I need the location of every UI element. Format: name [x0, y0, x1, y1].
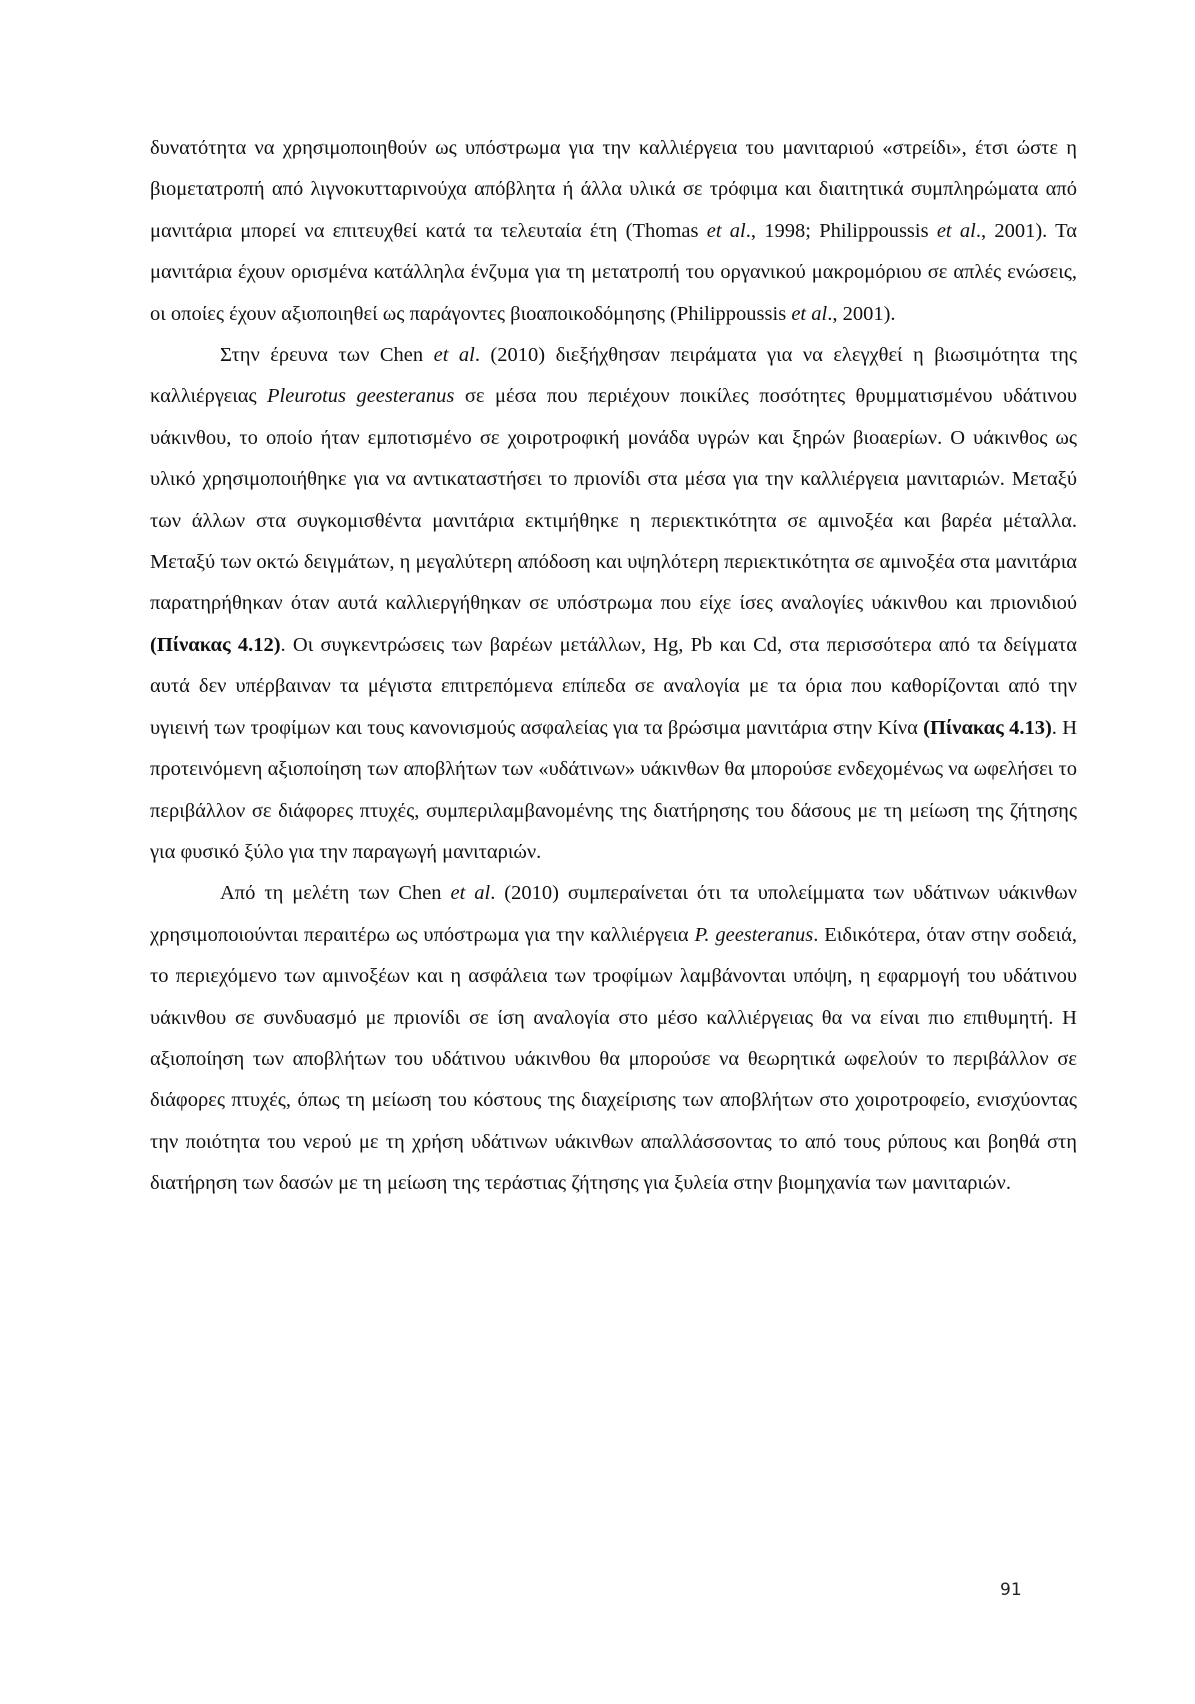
paragraph-1 [150, 128, 1077, 335]
text-run: ., 2001). Τα μανιτάρια έχουν ορισμένα κατάλληλα ένζυμα για τη μετατροπή του οργανικού μακρομόριου σε απλές ενώσεις, οι οποίες έχουν αξιοποιηθεί ως παράγοντες βιοαποικοδόμησης (Philippoussis [150, 219, 1078, 325]
text-run: . Ειδικότερα, όταν στην σοδειά, το περιεχόμενο των αμινοξέων και η ασφάλεια των τροφίμων λαμβάνονται υπόψη, η εφαρμογή του υδάτινου υάκινθου σε συνδυασμό με πριονίδι σε ίση αναλογία στο μέσο καλλιέργειας θα να είναι πιο επιθυμητή. Η αξιοποίηση των αποβλήτων του υδάτινου υάκινθου θα μπορούσε να θεωρητικά ωφελούν το περιβάλλον σε διάφορες πτυχές, όπως τη μείωση του κόστους της διαχείρισης των αποβλήτων στο χοιροτροφείο, ενισχύοντας την ποιότητα του νερού με τη χρήση υδάτινων υάκινθων απαλλάσσοντας το από τους ρύπους και βοηθά στη διατήρηση των δασών με τη μείωση της τεράστιας ζήτησης για ξυλεία στην βιομηχανία των μανιταριών. [150, 923, 1077, 1195]
text-run: σε μέσα που περιέχουν ποικίλες ποσότητες θρυμματισμένου υδάτινου υάκινθου, το οποίο ήταν εμποτισμένο σε χοιροτροφική μονάδα υγρών και ξηρών βιοαερίων. Ο υάκινθος ως υλικό χρησιμοποιήθηκε για να αντικαταστήσει το πριονίδι στα μέσα για την καλλιέργεια μανιταριών. Μεταξύ των άλλων στα συγκομισθέντα μανιτάρια εκτιμήθηκε η περιεκτικότητα σε αμινοξέα και βαρέα μέταλλα. Μεταξύ των οκτώ δειγμάτων, η μεγαλύτερη απόδοση και υψηλότερη περιεκτικότητα σε αμινοξέα στα μανιτάρια παρατηρήθηκαν όταν αυτά καλλιεργήθηκαν σε υπόστρωμα που είχε ίσες αναλογίες υάκινθου και πριονιδιού [150, 385, 1077, 615]
citation-et-al: et al [791, 302, 828, 325]
text-run: ., 1998; Philippoussis [745, 219, 937, 242]
text-run: Από τη μελέτη των Chen [220, 882, 451, 905]
text-run: . (2010) συμπεραίνεται ότι τα υπολείμματα των υδάτινων υάκινθων χρησιμοποιούνται περαιτέρω ως υπόστρωμα για την καλλιέργεια [150, 882, 1078, 946]
text-run: δυνατότητα να χρησιμοποιηθούν ως υπόστρωμα για την καλλιέργεια του μανιταριού «στρείδι», έτσι ώστε η βιομετατροπή από λιγνοκυτταρινούχα απόβλητα ή άλλα υλικά σε τρόφιμα και διαιτητικά συμπληρώματα από μανιτάρια μπορεί να επιτευχθεί κατά τα τελευταία έτη (Thomas [150, 137, 1077, 242]
paragraph-3 [150, 873, 1077, 1204]
citation-et-al: et al [936, 219, 976, 242]
paragraph-2 [150, 335, 1077, 873]
text-run: Στην έρευνα των Chen [220, 344, 434, 367]
text-run: . Οι συγκεντρώσεις των βαρέων μετάλλων, Hg, Pb και Cd, στα περισσότερα από τα δείγματα αυτά δεν υπέρβαιναν τα μέγιστα επιτρεπόμενα επίπεδα σε αναλογία με τα όρια που καθορίζονται από την υγιεινή των τροφίμων και τους κανονισμούς ασφαλείας για τα βρώσιμα μανιτάρια στην Κίνα [150, 633, 1078, 739]
page-number: 91 [1000, 1580, 1022, 1600]
table-reference: (Πίνακας 4.12) [150, 633, 281, 656]
citation-et-al: et al [706, 219, 746, 242]
text-run: ., 2001). [827, 302, 896, 325]
text-run: . (2010) διεξήχθησαν πειράματα για να ελεγχθεί η βιωσιμότητα της καλλιέργειας [150, 344, 1077, 408]
text-run: . Η προτεινόμενη αξιοποίηση των αποβλήτων των «υδάτινων» υάκινθων θα μπορούσε ενδεχομένως να ωφελήσει το περιβάλλον σε διάφορες πτυχές, συμπεριλαμβανομένης της διατήρησης του δάσους με τη μείωση της ζήτησης για φυσικό ξύλο για την παραγωγή μανιταριών. [150, 716, 1078, 863]
citation-et-al: et al [450, 882, 491, 905]
species-name: P. geesteranus [694, 923, 814, 946]
species-name: Pleurotus geesteranus [267, 385, 455, 408]
citation-et-al: et al [433, 344, 475, 367]
body-text [150, 128, 1077, 1205]
table-reference: (Πίνακας 4.13) [923, 716, 1052, 739]
